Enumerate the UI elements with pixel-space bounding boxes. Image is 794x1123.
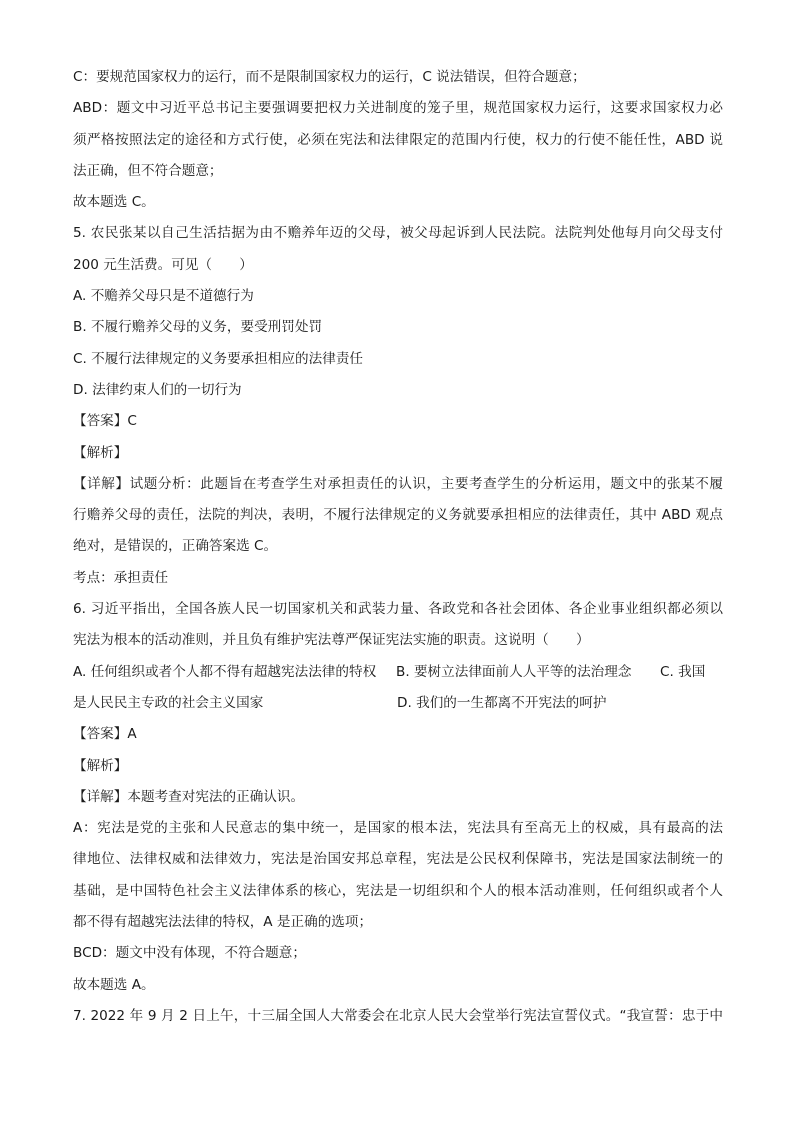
question-6-option-b: B. 要树立法律面前人人平等的法治理念 <box>396 663 632 680</box>
question-5-option-a: A. 不赡养父母只是不道德行为 <box>73 288 254 305</box>
question-6-analysis-heading: 【解析】 <box>73 757 128 774</box>
question-5-stem-2: 200 元生活费。可见（ ） <box>73 256 253 273</box>
question-6-conclusion: 故本题选 A。 <box>73 976 155 993</box>
question-6-detail-a-3: 基础，是中国特色社会主义法律体系的核心，宪法是一切组织和个人的根本活动准则，任何组织或者个人 <box>73 882 723 899</box>
question-6-options-row-2 <box>73 688 723 719</box>
question-5-detail: 【详解】试题分析：此题旨在考查学生对承担责任的认识，主要考查学生的分析运用，题文中的张某不履 <box>73 475 723 492</box>
question-6-option-a: A. 任何组织或者个人都不得有超越宪法法律的特权 <box>73 663 377 680</box>
question-6-detail-a: A：宪法是党的主张和人民意志的集中统一，是国家的根本法，宪法具有至高无上的权威，具有最高的法 <box>73 820 723 837</box>
question-5-stem: 5. 农民张某以自己生活拮据为由不赡养年迈的父母，被父母起诉到人民法院。法院判处他每月向父母支付 <box>73 225 723 242</box>
question-6-option-c-cont: 是人民民主专政的社会主义国家 <box>73 694 264 711</box>
question-6-answer: 【答案】A <box>73 726 137 743</box>
question-5-option-d: D. 法律约束人们的一切行为 <box>73 381 242 398</box>
question-6-option-d: D. 我们的一生都离不开宪法的呵护 <box>397 694 607 711</box>
question-5-analysis-heading: 【解析】 <box>73 444 128 461</box>
question-6-option-c: C. 我国 <box>660 663 706 680</box>
question-6-detail-a-4: 都不得有超越宪法法律的特权，A 是正确的选项； <box>73 914 373 931</box>
question-5-option-b: B. 不履行赡养父母的义务，要受刑罚处罚 <box>73 319 323 336</box>
analysis-abd-text-3: 法正确，但不符合题意； <box>73 162 223 179</box>
question-6-stem-2: 宪法为根本的活动准则，并且负有维护宪法尊严保证宪法实施的职责。这说明（ ） <box>73 632 590 649</box>
question-5-detail-2: 行赡养父母的责任，法院的判决，表明，不履行法律规定的义务就要承担相应的法律责任，其中 ABD 观点 <box>73 507 723 524</box>
question-7-stem: 7. 2022 年 9 月 2 日上午，十三届全国人大常委会在北京人民大会堂举行宪法宣誓仪式。“我宣誓：忠于中 <box>73 1007 724 1024</box>
analysis-c-text: C：要规范国家权力的运行，而不是限制国家权力的运行，C 说法错误，但符合题意； <box>73 69 586 85</box>
question-5-detail-3: 绝对，是错误的，正确答案选 C。 <box>73 538 278 555</box>
question-6-stem: 6. 习近平指出，全国各族人民一切国家机关和武装力量、各政党和各社会团体、各企业事业组织都必须以 <box>73 601 723 618</box>
question-5-option-c: C. 不履行法律规定的义务要承担相应的法律责任 <box>73 350 364 367</box>
question-5-answer: 【答案】C <box>73 413 137 430</box>
question-6-options-row-1 <box>73 657 723 688</box>
answer-conclusion: 故本题选 C。 <box>73 194 155 211</box>
document-page <box>73 62 723 1032</box>
question-6-detail-a-2: 律地位、法律权威和法律效力，宪法是治国安邦总章程，宪法是公民权利保障书，宪法是国家法制统一的 <box>73 851 723 868</box>
question-6-detail: 【详解】本题考查对宪法的正确认识。 <box>73 788 305 805</box>
question-6-detail-bcd: BCD：题文中没有体现，不符合题意； <box>73 945 306 962</box>
analysis-abd-text: ABD：题文中习近平总书记主要强调要把权力关进制度的笼子里，规范国家权力运行，这要求国家权力必 <box>73 100 723 117</box>
question-5-topic: 考点：承担责任 <box>73 569 169 586</box>
analysis-abd-text-2: 须严格按照法定的途径和方式行使，必须在宪法和法律限定的范围内行使，权力的行使不能任性，ABD 说 <box>73 131 723 148</box>
